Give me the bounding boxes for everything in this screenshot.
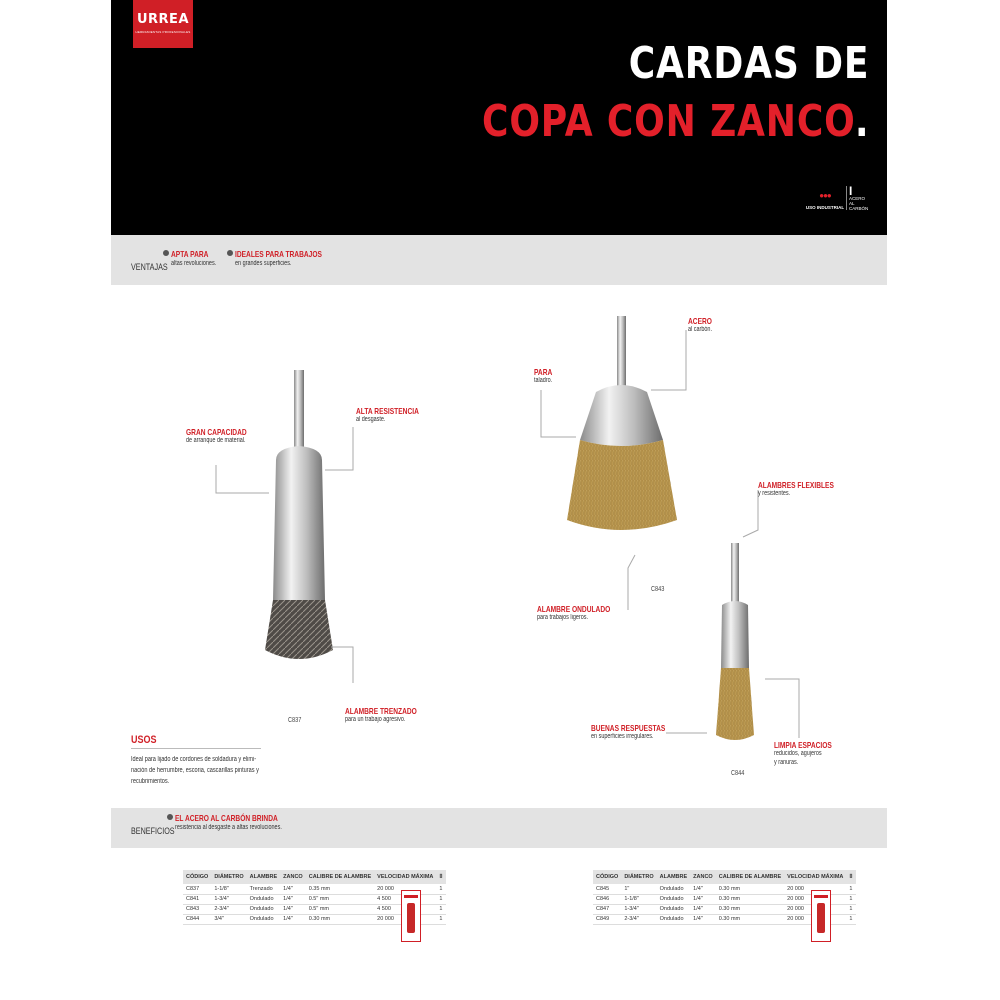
- callout-para: [534, 367, 557, 386]
- column-header: CALIBRE DE ALAMBRE: [716, 870, 784, 884]
- callout-head: ALAMBRES FLEXIBLES: [758, 480, 834, 490]
- column-header: ALAMBRE: [247, 870, 281, 884]
- cell: 1: [436, 894, 445, 904]
- cell: Ondulado: [657, 904, 691, 914]
- cell: 1": [621, 884, 656, 894]
- cell: 4 500: [374, 894, 436, 904]
- cell: 20 000: [784, 904, 846, 914]
- cell: Ondulado: [657, 884, 691, 894]
- packaged-brush-icon: [407, 903, 415, 933]
- column-header: CÓDIGO: [593, 870, 621, 884]
- cell: 20 000: [374, 884, 436, 894]
- callout-sub: de arranque de material.: [186, 437, 246, 444]
- cell: 2-3/4": [621, 914, 656, 924]
- package-icon: ⌷: [846, 870, 855, 884]
- cell: 4 500: [374, 904, 436, 914]
- callout-sub: al desgaste.: [356, 416, 386, 423]
- cell: C841: [183, 894, 211, 904]
- cell: 1-3/4": [621, 904, 656, 914]
- carbon-steel-label: ACERO AL CARBÓN: [849, 196, 869, 211]
- cell: 3/4": [211, 914, 246, 924]
- column-header: VELOCIDAD MÁXIMA: [784, 870, 846, 884]
- ventaja-item-1: [171, 249, 229, 267]
- cell: 1: [436, 904, 445, 914]
- catalog-page: [111, 0, 887, 1000]
- badge-divider: [846, 186, 847, 210]
- cell: 20 000: [784, 884, 846, 894]
- callout-head: BUENAS RESPUESTAS: [591, 723, 666, 733]
- bullet-icon: [227, 250, 233, 256]
- table-header-row: [183, 870, 446, 884]
- cell: 1/4": [690, 894, 716, 904]
- ventaja-sub-2: en grandes superficies.: [235, 260, 292, 267]
- callout-sub: para un trabajo agresivo.: [345, 716, 406, 723]
- ventajas-label: VENTAJAS: [131, 262, 168, 272]
- callout-alambre-trenzado: [345, 706, 437, 725]
- cell: 1: [846, 894, 855, 904]
- cell: 0.5" mm: [306, 904, 374, 914]
- industrial-use-label: USO INDUSTRIAL: [805, 205, 845, 210]
- brush-c843-image: [567, 316, 677, 530]
- usos-title: USOS: [131, 734, 157, 746]
- cell: 1-3/4": [211, 894, 246, 904]
- table-header-row: [593, 870, 856, 884]
- ventaja-head-2: IDEALES PARA TRABAJOS: [235, 249, 322, 259]
- beneficio-item: [175, 813, 312, 831]
- brand-name: URREA: [136, 12, 190, 27]
- cell: 20 000: [374, 914, 436, 924]
- callout-head: ALTA RESISTENCIA: [356, 406, 419, 416]
- cell: 1: [846, 884, 855, 894]
- package-card-left: [401, 890, 421, 942]
- cell: C844: [183, 914, 211, 924]
- cell: C837: [183, 884, 211, 894]
- cell: 20 000: [784, 914, 846, 924]
- cell: 1/4": [690, 884, 716, 894]
- cell: 1: [846, 914, 855, 924]
- cell: C845: [593, 884, 621, 894]
- usos-line: nación de herrumbre, escoria, cascarillas pinturas y: [131, 766, 259, 774]
- brush-c837-image: [265, 370, 333, 659]
- ventaja-head-1: APTA PARA: [171, 249, 209, 259]
- callout-alta-resistencia: [356, 406, 437, 425]
- cell: 0.30 mm: [716, 904, 784, 914]
- cell: 1/4": [690, 904, 716, 914]
- cell: 0.30 mm: [716, 894, 784, 904]
- card-header: [814, 895, 828, 898]
- callout-alambres-flexibles: [758, 480, 855, 499]
- cell: 1: [436, 914, 445, 924]
- callout-sub: al carbón.: [688, 326, 712, 333]
- beneficio-head: EL ACERO AL CARBÓN BRINDA: [175, 813, 278, 823]
- product-code-c837: C837: [288, 717, 302, 724]
- callout-head: ACERO: [688, 316, 712, 326]
- callout-head: LIMPIA ESPACIOS: [774, 740, 832, 750]
- callout-sub: y ranuras.: [774, 758, 799, 766]
- usage-dots-icon: ●●●: [819, 191, 831, 200]
- callout-head: PARA: [534, 367, 553, 377]
- card-header: [404, 895, 418, 898]
- callout-gran-capacidad: [186, 427, 264, 446]
- callout-alambre-ondulado: [537, 604, 631, 623]
- cell: C846: [593, 894, 621, 904]
- cell: Trenzado: [247, 884, 281, 894]
- beneficio-sub: resistencia al desgaste a altas revoluciones.: [175, 824, 282, 831]
- ventajas-band: [111, 235, 887, 285]
- callout-sub: taladro.: [534, 377, 553, 384]
- column-header: VELOCIDAD MÁXIMA: [374, 870, 436, 884]
- brand-logo: [133, 0, 193, 48]
- cell: Ondulado: [247, 904, 281, 914]
- usos-line: Ideal para lijado de cordones de soldadura y elimi-: [131, 756, 257, 763]
- title-line-1: CARDAS DE: [628, 38, 869, 89]
- brush-c844-image: [716, 543, 754, 740]
- package-icon: ⌷: [436, 870, 445, 884]
- product-code-c844: C844: [731, 770, 745, 777]
- cell: C847: [593, 904, 621, 914]
- callout-sub: para trabajos ligeros.: [537, 614, 588, 621]
- cell: 0.30 mm: [716, 884, 784, 894]
- cell: 0.35 mm: [306, 884, 374, 894]
- bullet-icon: [163, 250, 169, 256]
- cell: 0.30 mm: [306, 914, 374, 924]
- usos-line: recubrimientos.: [131, 777, 170, 785]
- column-header: CALIBRE DE ALAMBRE: [306, 870, 374, 884]
- cell: 1/4": [280, 884, 306, 894]
- cell: Ondulado: [247, 894, 281, 904]
- cell: 1/4": [280, 904, 306, 914]
- callout-buenas-respuestas: [591, 723, 686, 742]
- cell: 1: [846, 904, 855, 914]
- title-line-2: [481, 96, 869, 147]
- callout-sub: y resistentes.: [758, 490, 791, 497]
- column-header: ZANCO: [280, 870, 306, 884]
- callout-head: GRAN CAPACIDAD: [186, 427, 247, 437]
- page-title: [397, 38, 869, 147]
- callout-head: ALAMBRE ONDULADO: [537, 604, 611, 614]
- industrial-use-badge: [805, 185, 845, 210]
- cell: 1: [436, 884, 445, 894]
- steel-beam-icon: I: [849, 184, 853, 198]
- callout-limpia-espacios: [774, 740, 848, 768]
- cell: C843: [183, 904, 211, 914]
- column-header: ALAMBRE: [657, 870, 691, 884]
- product-code-c843: C843: [651, 586, 665, 593]
- cell: 20 000: [784, 894, 846, 904]
- callout-sub: en superficies irregulares.: [591, 733, 654, 740]
- callout-head: ALAMBRE TRENZADO: [345, 706, 417, 716]
- beneficios-label: BENEFICIOS: [131, 826, 175, 836]
- cell: 1-1/8": [621, 894, 656, 904]
- column-header: DIÁMETRO: [211, 870, 246, 884]
- brand-tagline: HERRAMIENTAS PROFESIONALES: [135, 30, 191, 34]
- packaged-brush-icon: [817, 903, 825, 933]
- cell: 1/4": [280, 914, 306, 924]
- cell: 0.5" mm: [306, 894, 374, 904]
- callout-sub: reducidos, agujeros: [774, 750, 822, 757]
- title-line-2-text: COPA CON ZANCO: [481, 96, 855, 147]
- carbon-steel-badge: [849, 185, 879, 212]
- cell: 1/4": [690, 914, 716, 924]
- column-header: ZANCO: [690, 870, 716, 884]
- bullet-icon: [167, 814, 173, 820]
- callout-acero: [688, 316, 719, 335]
- ventaja-sub-1: altas revoluciones.: [171, 260, 217, 267]
- header-banner: [111, 0, 887, 235]
- cell: 2-3/4": [211, 904, 246, 914]
- column-header: CÓDIGO: [183, 870, 211, 884]
- cell: 0.30 mm: [716, 914, 784, 924]
- column-header: DIÁMETRO: [621, 870, 656, 884]
- cell: Ondulado: [247, 914, 281, 924]
- ventaja-item-2: [235, 249, 346, 267]
- cell: Ondulado: [657, 914, 691, 924]
- package-card-right: [811, 890, 831, 942]
- cell: C849: [593, 914, 621, 924]
- usos-divider: [131, 748, 261, 749]
- usos-description: [131, 755, 301, 788]
- beneficios-band: [111, 808, 887, 848]
- cell: Ondulado: [657, 894, 691, 904]
- cell: 1-1/8": [211, 884, 246, 894]
- cell: 1/4": [280, 894, 306, 904]
- title-period: .: [854, 96, 869, 147]
